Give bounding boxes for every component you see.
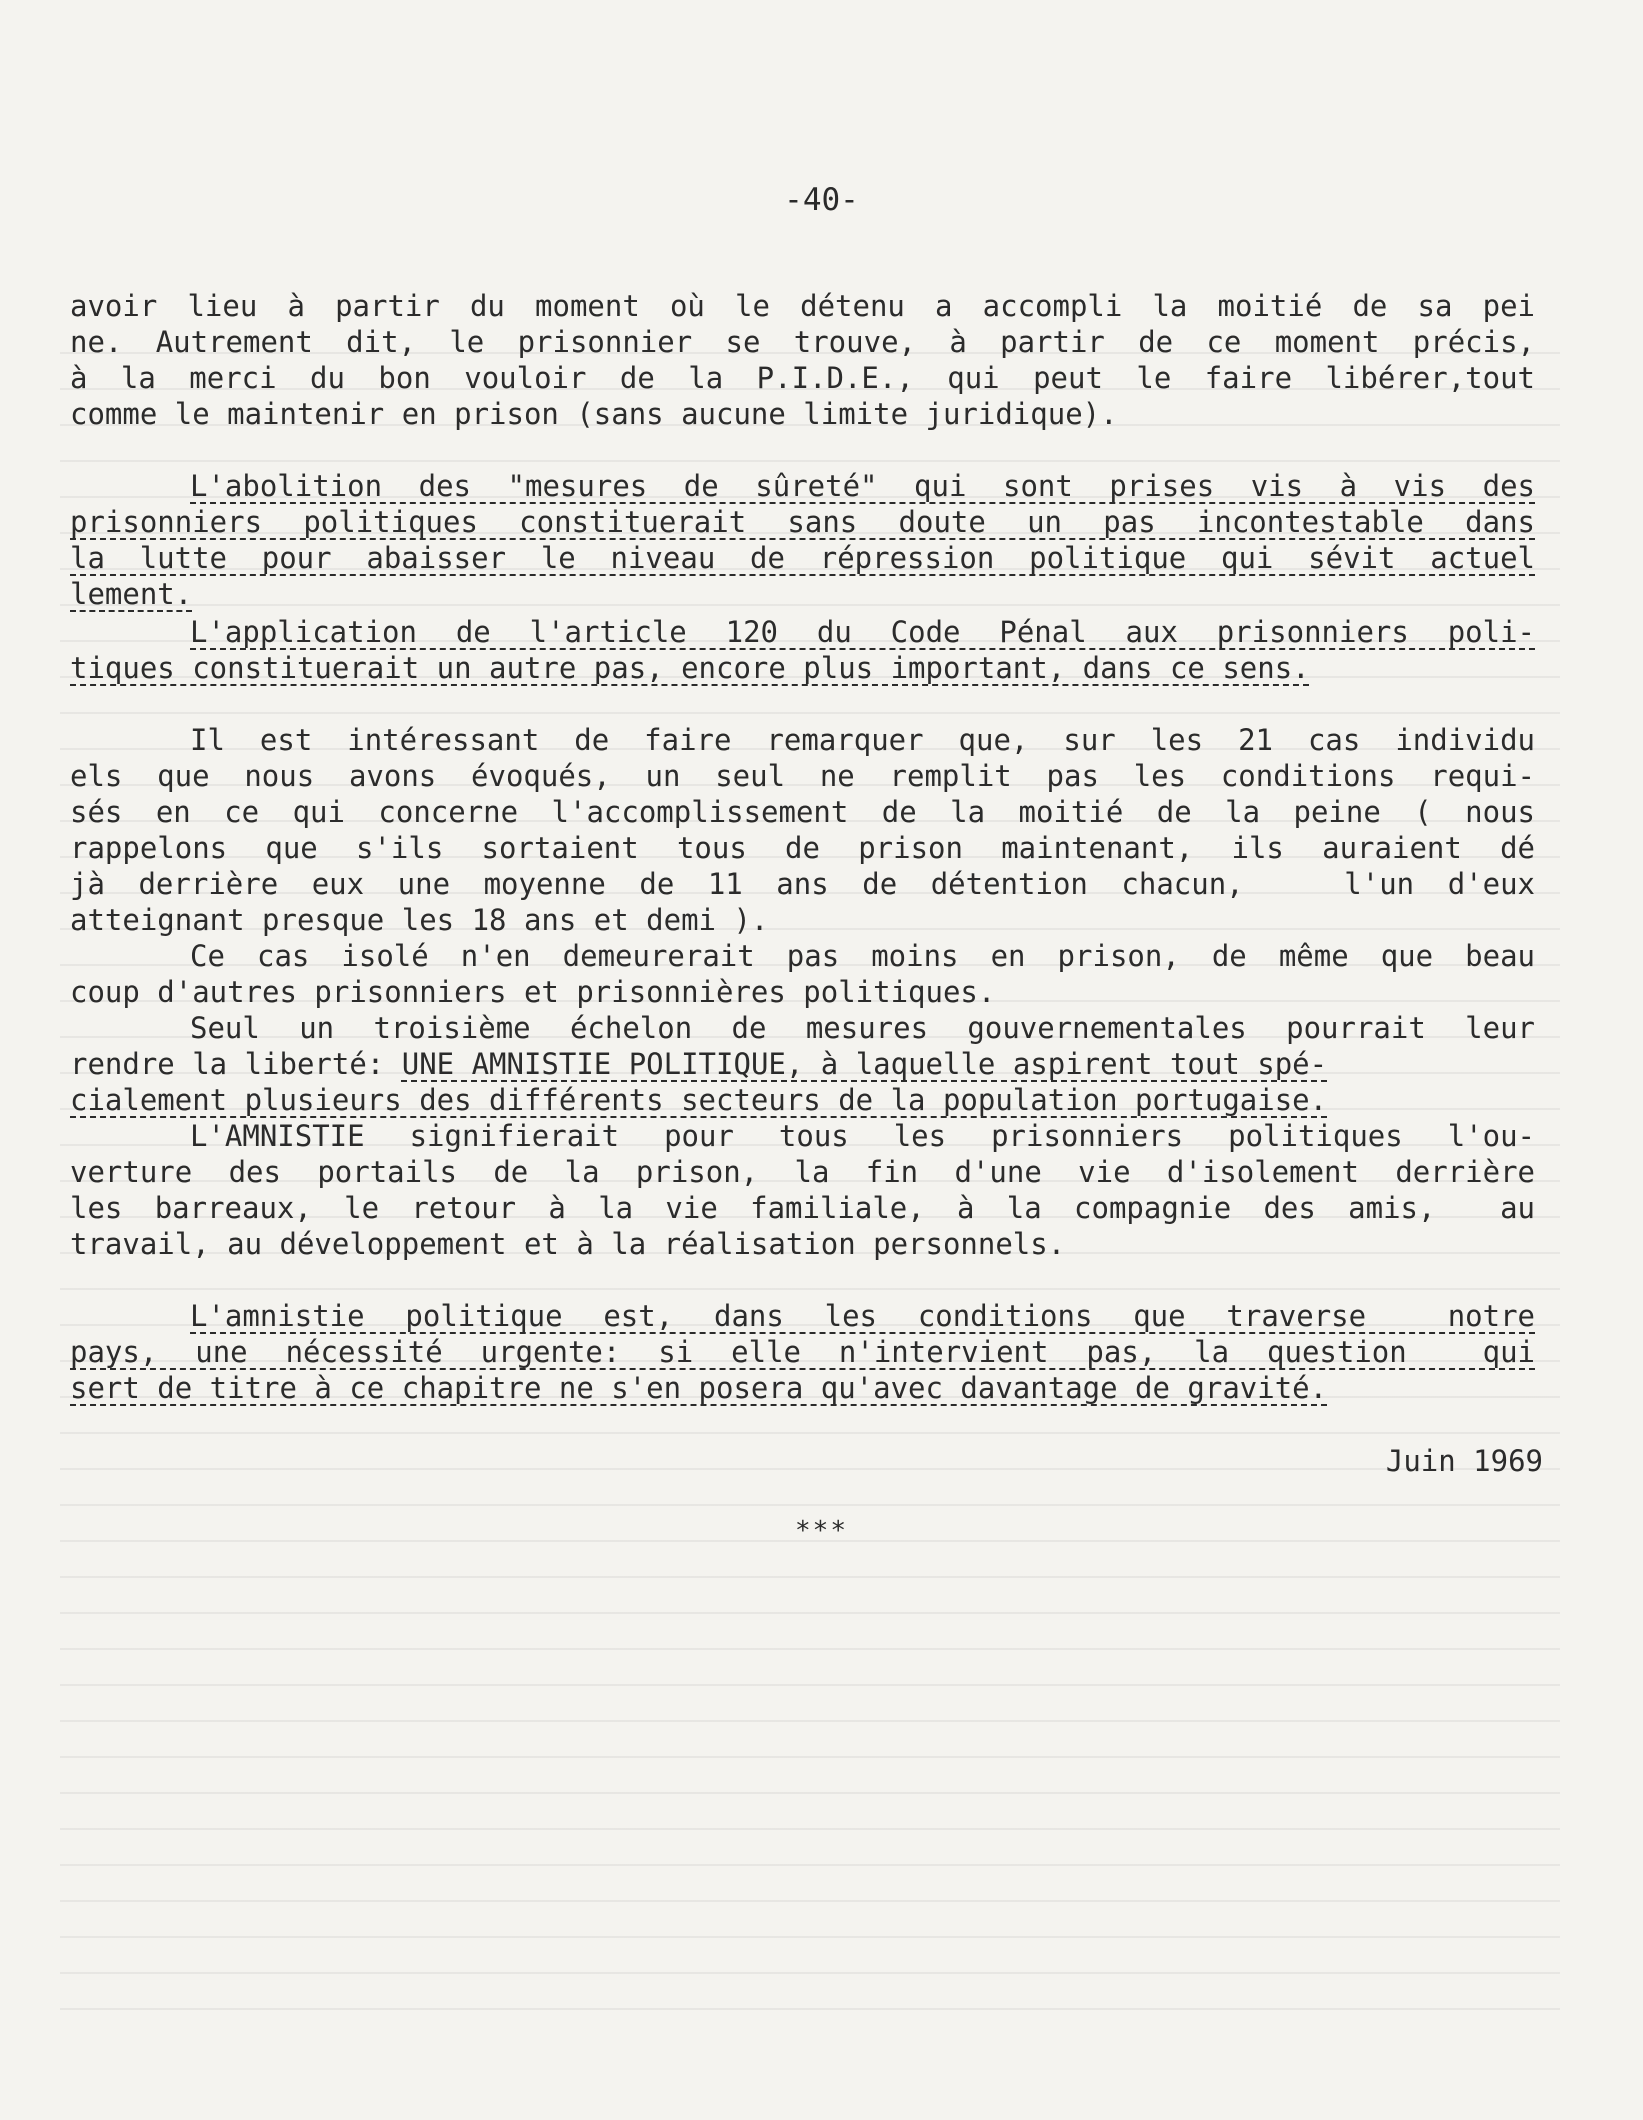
section-separator: *** [795,1516,848,1546]
text-line: els que nous avons évoqués, un seul ne remplit pas les conditions requi- [70,759,1535,793]
text-line: Seul un troisième échelon de mesures gouvernementales pourrait leur [190,1011,1535,1045]
text-line: à la merci du bon vouloir de la P.I.D.E., qui peut le faire libérer,tout [70,361,1535,395]
text-line: L'application de l'article 120 du Code Pénal aux prisonniers poli- [190,615,1535,649]
text-line: sert de titre à ce chapitre ne s'en posera qu'avec davantage de gravité. [70,1371,1328,1405]
text-line: pays, une nécessité urgente: si elle n'intervient pas, la question qui [70,1335,1535,1369]
date: Juin 1969 [1385,1444,1543,1478]
paragraph-5 [70,938,1535,1010]
text-segment-underlined: UNE AMNISTIE POLITIQUE, à laquelle aspirent tout spé- [401,1047,1328,1081]
text-line: avoir lieu à partir du moment où le détenu a accompli la moitié de sa pei [70,289,1535,323]
paragraph-8 [70,1298,1535,1406]
text-line: L'abolition des "mesures de sûreté" qui sont prises vis à vis des [190,469,1535,503]
text-line: travail, au développement et à la réalisation personnels. [70,1227,1066,1261]
text-line [70,1046,1535,1082]
text-line: rappelons que s'ils sortaient tous de prison maintenant, ils auraient dé [70,831,1535,865]
text-line: Ce cas isolé n'en demeurerait pas moins en prison, de même que beau [190,939,1535,973]
text-line: comme le maintenir en prison (sans aucune limite juridique). [70,397,1118,431]
text-line: la lutte pour abaisser le niveau de répression politique qui sévit actuel [70,541,1535,575]
text-line: prisonniers politiques constituerait sans doute un pas incontestable dans [70,505,1535,539]
text-line: L'amnistie politique est, dans les conditions que traverse notre [190,1299,1535,1333]
paragraph-7 [70,1118,1535,1262]
text-line: atteignant presque les 18 ans et demi ). [70,903,769,937]
text-segment: rendre la liberté: [70,1047,385,1081]
text-line: coup d'autres prisonniers et prisonnières politiques. [70,975,996,1009]
paragraph-2 [70,468,1535,612]
text-line: verture des portails de la prison, la fin d'une vie d'isolement derrière [70,1155,1535,1189]
paragraph-1 [70,288,1535,432]
text-line: sés en ce qui concerne l'accomplissement de la moitié de la peine ( nous [70,795,1535,829]
text-line: les barreaux, le retour à la vie familiale, à la compagnie des amis, au [70,1191,1535,1225]
text-line: Il est intéressant de faire remarquer que, sur les 21 cas individu [190,723,1535,757]
page-number: -40- [784,182,859,218]
text-line: tiques constituerait un autre pas, encore plus important, dans ce sens. [70,651,1310,685]
text-line: lement. [70,577,193,611]
text-line: L'AMNISTIE signifierait pour tous les prisonniers politiques l'ou- [190,1119,1535,1153]
text-line: ne. Autrement dit, le prisonnier se trouve, à partir de ce moment précis, [70,325,1535,359]
text-line: cialement plusieurs des différents secteurs de la population portugaise. [70,1083,1328,1117]
paragraph-3 [70,614,1535,686]
paragraph-4 [70,722,1535,938]
paragraph-6 [70,1010,1535,1118]
text-line: jà derrière eux une moyenne de 11 ans de détention chacun, l'un d'eux [70,867,1535,901]
